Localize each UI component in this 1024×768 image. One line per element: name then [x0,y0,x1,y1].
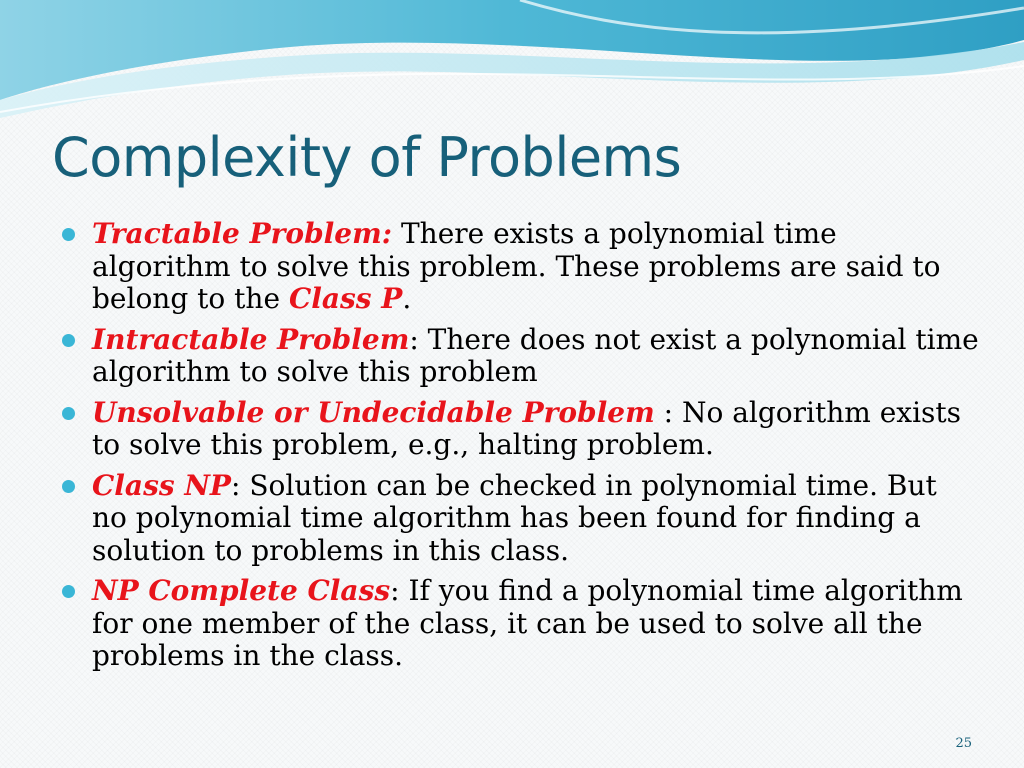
bullet-text: : If you find a polynomial time algorithm for one member of the class, it can be used to solve all the problems in the class. [92,574,963,672]
bullet-term: Class NP [92,468,231,502]
header-wave-decoration [0,0,1024,130]
bullet-dot-icon [62,585,75,598]
bullet-dot-icon [62,228,75,241]
bullet-term: Intractable Problem [92,322,410,356]
bullet-item [60,575,980,673]
bullet-item [60,324,980,389]
bullet-text-end: . [402,282,412,315]
bullet-term: Tractable Problem: [92,217,393,250]
bullet-term: NP Complete Class [92,574,391,607]
bullet-term: Unsolvable or Undecidable Problem [92,395,655,429]
bullet-text: There exists a polynomial time algorithm to solve this problem. These problems are said to belong to the [92,217,941,315]
slide-title: Complexity of Problems [52,126,682,189]
bullet-text: : Solution can be checked in polynomial time. But no polynomial time algorithm has been found for finding a solution to problems in this class. [92,468,937,567]
bullet-text: : No algorithm exists to solve this problem, e.g., halting problem. [92,395,962,461]
bullet-text: : There does not exist a polynomial time algorithm to solve this problem [92,322,979,388]
bullet-item [60,397,980,462]
bullet-item [60,470,980,568]
bullet-dot-icon [62,480,75,493]
bullet-dot-icon [62,407,75,420]
bullet-item [60,218,980,316]
bullet-list [60,218,980,681]
page-number: 25 [955,736,972,751]
bullet-dot-icon [62,334,75,347]
bullet-term-class-p: Class P [288,282,403,315]
